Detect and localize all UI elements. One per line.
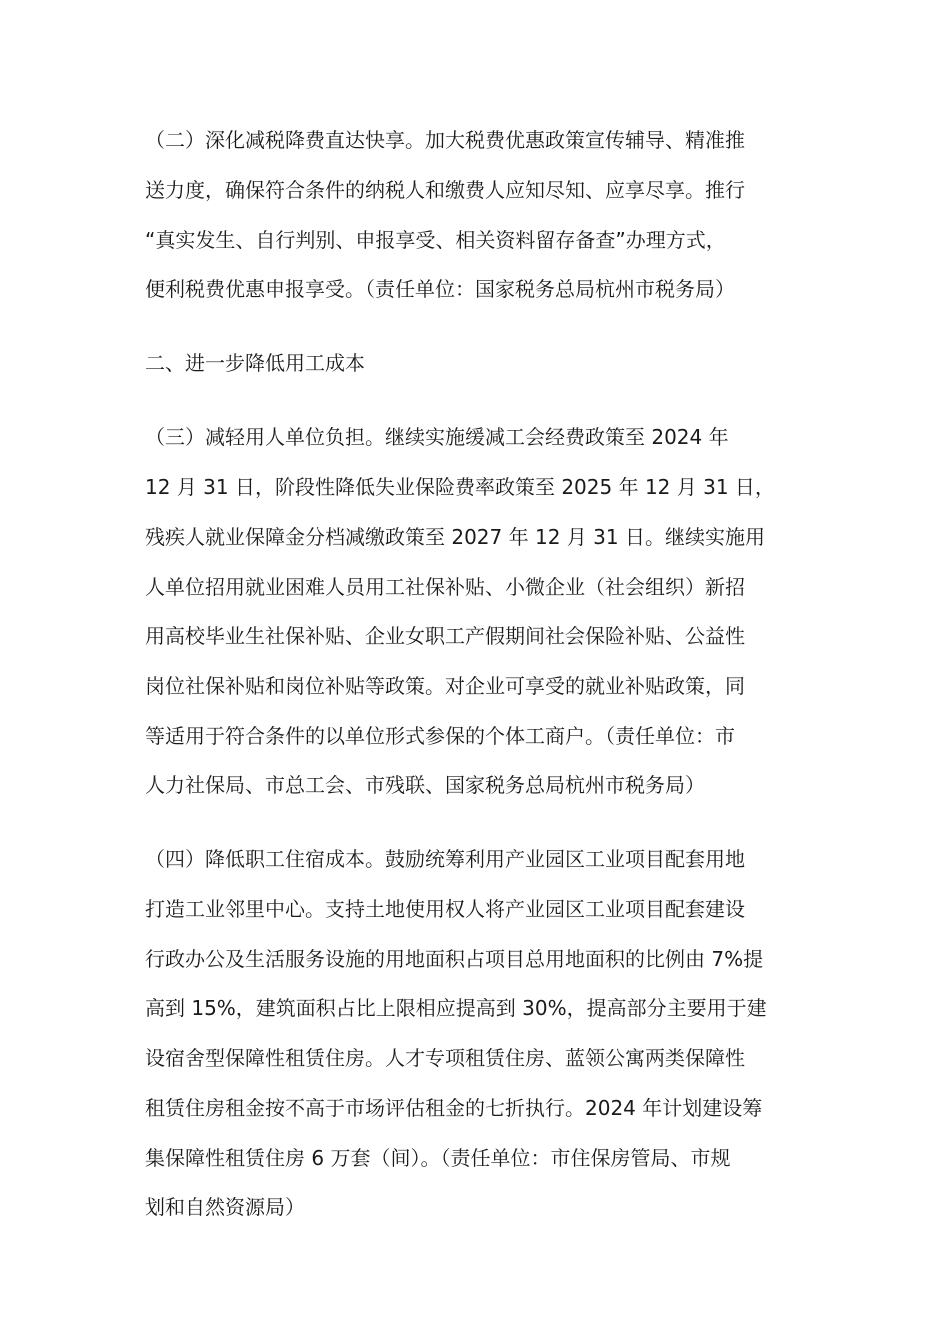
paragraph-3-line-7: 等适用于符合条件的以单位形式参保的个体工商户。（责任单位：市 <box>145 724 735 748</box>
paragraph-4-line-3: 行政办公及生活服务设施的用地面积占项目总用地面积的比例由 7%提 <box>145 947 764 971</box>
paragraph-1-line-4: 便利税费优惠申报享受。（责任单位：国家税务总局杭州市税务局） <box>145 277 735 301</box>
paragraph-3-line-6: 岗位社保补贴和岗位补贴等政策。对企业可享受的就业补贴政策，同 <box>145 674 745 698</box>
paragraph-1-line-3: “真实发生、自行判别、申报享受、相关资料留存备查”办理方式， <box>145 228 726 252</box>
paragraph-4-line-5: 设宿舍型保障性租赁住房。人才专项租赁住房、蓝领公寓两类保障性 <box>145 1046 745 1070</box>
paragraph-4-line-1: （四）降低职工住宿成本。鼓励统筹利用产业园区工业项目配套用地 <box>145 847 745 871</box>
paragraph-4-line-8: 划和自然资源局） <box>145 1195 305 1219</box>
paragraph-3-line-5: 用高校毕业生社保补贴、企业女职工产假期间社会保险补贴、公益性 <box>145 624 745 648</box>
section-heading: 二、进一步降低用工成本 <box>145 351 365 375</box>
paragraph-3-line-8: 人力社保局、市总工会、市残联、国家税务总局杭州市税务局） <box>145 773 705 797</box>
paragraph-3-line-2: 12 月 31 日，阶段性降低失业保险费率政策至 2025 年 12 月 31 日， <box>145 475 775 499</box>
paragraph-1-line-1: （二）深化减税降费直达快享。加大税费优惠政策宣传辅导、精准推 <box>145 128 745 152</box>
paragraph-3-line-1: （三）减轻用人单位负担。继续实施缓减工会经费政策至 2024 年 <box>145 425 729 449</box>
paragraph-4-line-6: 租赁住房租金按不高于市场评估租金的七折执行。2024 年计划建设筹 <box>145 1096 763 1120</box>
paragraph-1-line-2: 送力度，确保符合条件的纳税人和缴费人应知尽知、应享尽享。推行 <box>145 178 745 202</box>
paragraph-3-line-4: 人单位招用就业困难人员用工社保补贴、小微企业（社会组织）新招 <box>145 575 745 599</box>
paragraph-4-line-2: 打造工业邻里中心。支持土地使用权人将产业园区工业项目配套建设 <box>145 897 745 921</box>
paragraph-4-line-4: 高到 15%，建筑面积占比上限相应提高到 30%，提高部分主要用于建 <box>145 996 767 1020</box>
paragraph-3-line-3: 残疾人就业保障金分档减缴政策至 2027 年 12 月 31 日。继续实施用 <box>145 525 765 549</box>
paragraph-4-line-7: 集保障性租赁住房 6 万套（间）。（责任单位：市住保房管局、市规 <box>145 1146 731 1170</box>
